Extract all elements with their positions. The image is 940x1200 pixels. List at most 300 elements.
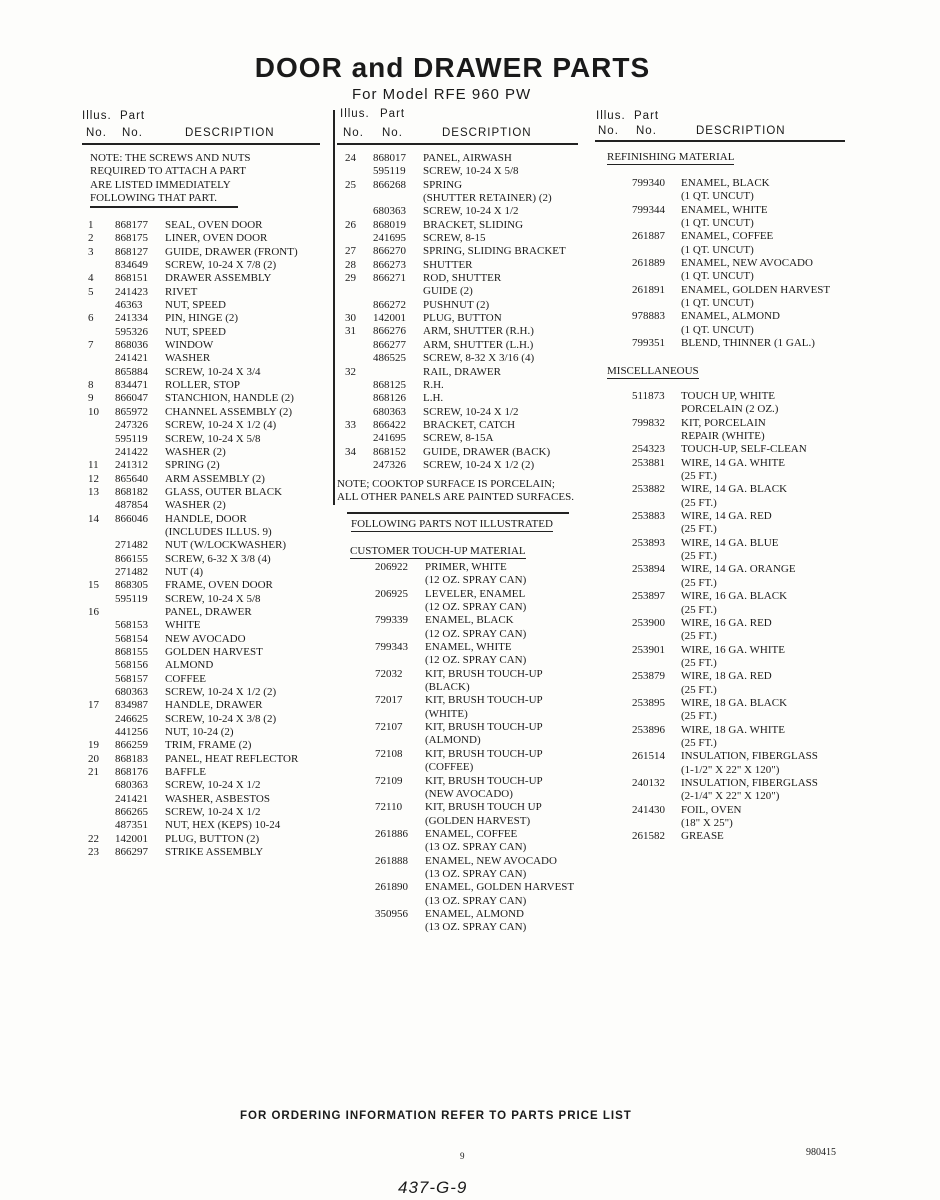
part-row	[88, 513, 323, 526]
header-part: Part	[120, 110, 146, 122]
cooktop-note	[337, 478, 574, 505]
part-description: PIN, HINGE (2)	[165, 312, 239, 325]
part-description: SCREW, 8-32 X 3/16 (4)	[423, 352, 535, 365]
part-description: WIRE, 14 GA. RED	[681, 510, 772, 523]
part-description: WASHER (2)	[165, 445, 226, 458]
page-number: 9	[460, 1151, 465, 1161]
model-subtitle: For Model RFE 960 PW	[352, 86, 532, 103]
part-description: (25 FT.)	[681, 683, 717, 696]
illus-number: 11	[88, 459, 99, 472]
part-row	[88, 726, 323, 739]
part-row	[88, 526, 323, 539]
part-number: 866265	[115, 806, 148, 819]
part-row	[600, 684, 845, 697]
part-row	[88, 259, 323, 272]
header-no: No.	[636, 125, 657, 137]
part-description: WIRE, 16 GA. BLACK	[681, 590, 788, 603]
part-row	[600, 830, 845, 843]
part-number: 241430	[632, 803, 665, 816]
ordering-footer: FOR ORDERING INFORMATION REFER TO PARTS PRICE LIST	[240, 1110, 632, 1122]
part-description: PRIMER, WHITE	[425, 561, 507, 573]
part-number: 261886	[375, 827, 408, 840]
not-illustrated-heading: FOLLOWING PARTS NOT ILLUSTRATED	[351, 518, 553, 530]
illus-number: 21	[88, 766, 99, 779]
part-row	[345, 721, 585, 734]
illus-number: 31	[345, 325, 356, 338]
part-row	[345, 459, 580, 472]
part-row	[600, 204, 845, 217]
part-row	[600, 710, 845, 723]
illus-number: 5	[88, 285, 94, 298]
part-number: 799340	[632, 177, 665, 189]
part-description: ENAMEL, WHITE	[425, 641, 512, 654]
part-row	[88, 219, 323, 232]
part-number: 568156	[115, 659, 148, 672]
header-no: No.	[343, 127, 364, 139]
touchup-heading: CUSTOMER TOUCH-UP MATERIAL	[350, 545, 526, 557]
part-number: 868177	[115, 219, 148, 231]
part-number: 866273	[373, 258, 406, 271]
header-rule	[595, 140, 845, 142]
part-number: 866259	[115, 739, 148, 752]
part-number: 350956	[375, 907, 408, 920]
part-description: WIRE, 14 GA. BLACK	[681, 483, 788, 496]
part-description: SCREW, 10-24 X 3/8 (2)	[165, 712, 277, 725]
part-description: (18" X 25")	[681, 817, 733, 829]
part-number: 261514	[632, 750, 665, 763]
part-description: FRAME, OVEN DOOR	[165, 579, 273, 592]
note-rule	[90, 206, 238, 208]
part-row	[345, 339, 580, 352]
part-number: 72109	[375, 774, 403, 787]
part-row	[345, 601, 585, 614]
part-number: 241422	[115, 445, 148, 458]
part-number: 568153	[115, 619, 148, 632]
part-description: SPRING (2)	[165, 459, 220, 472]
part-row	[600, 190, 845, 203]
part-description: ENAMEL, NEW AVOCADO	[425, 854, 557, 867]
part-row	[88, 352, 323, 365]
part-description: SCREW, 10-24 X 1/2 (4)	[165, 419, 277, 432]
part-number: 253893	[632, 536, 665, 549]
part-description: (25 FT.)	[681, 656, 717, 669]
part-row	[88, 326, 323, 339]
header-no: No.	[382, 127, 403, 139]
part-number: 799344	[632, 203, 665, 216]
illus-number: 22	[88, 832, 99, 845]
part-description: SHUTTER	[423, 258, 473, 271]
part-number: 206922	[375, 561, 408, 573]
part-description: (1-1/2" X 22" X 120")	[681, 763, 780, 776]
part-row	[88, 433, 323, 446]
part-description: TOUCH-UP, SELF-CLEAN	[681, 443, 807, 456]
illus-number: 6	[88, 312, 94, 325]
part-row	[88, 566, 323, 579]
part-description: GREASE	[681, 830, 724, 843]
part-row	[88, 633, 323, 646]
part-number: 247326	[373, 458, 406, 471]
part-row	[88, 499, 323, 512]
part-row	[600, 403, 845, 416]
part-row	[345, 561, 585, 574]
part-description: INSULATION, FIBERGLASS	[681, 776, 818, 789]
illus-number: 26	[345, 218, 356, 231]
part-description: ENAMEL, ALMOND	[425, 907, 524, 920]
part-description: GUIDE, DRAWER (BACK)	[423, 445, 551, 458]
illus-number: 7	[88, 339, 94, 352]
part-number: 868127	[115, 245, 148, 258]
part-description: BRACKET, CATCH	[423, 418, 516, 431]
part-number: 253894	[632, 563, 665, 576]
part-description: (1 QT. UNCUT)	[681, 217, 754, 230]
part-row	[88, 686, 323, 699]
part-description: WIRE, 14 GA. WHITE	[681, 456, 785, 469]
part-row	[600, 337, 845, 350]
refinishing-heading: REFINISHING MATERIAL	[607, 151, 735, 163]
part-row	[88, 699, 323, 712]
part-number: 799343	[375, 641, 408, 654]
part-number: 799832	[632, 416, 665, 429]
part-row	[88, 366, 323, 379]
part-row	[88, 713, 323, 726]
part-description: (1 QT. UNCUT)	[681, 297, 754, 310]
part-row	[345, 761, 585, 774]
part-description: SCREW, 6-32 X 3/8 (4)	[165, 552, 271, 565]
part-number: 680363	[115, 686, 148, 699]
part-number: 866276	[373, 325, 406, 338]
part-description: NUT, HEX (KEPS) 10-24	[165, 819, 281, 832]
part-number: 240132	[632, 776, 665, 789]
part-description: GUIDE (2)	[423, 285, 473, 298]
part-number: 72017	[375, 694, 403, 707]
part-row	[345, 366, 580, 379]
part-row	[600, 657, 845, 670]
illus-number: 3	[88, 245, 94, 258]
part-description: RAIL, DRAWER	[423, 365, 501, 378]
part-number: 72108	[375, 747, 403, 760]
part-row	[345, 299, 580, 312]
part-number: 866271	[373, 272, 406, 285]
illus-number: 30	[345, 312, 356, 325]
part-number: 253897	[632, 590, 665, 603]
part-description: SCREW, 10-24 X 1/2	[423, 405, 519, 418]
part-row	[345, 708, 585, 721]
part-description: (25 FT.)	[681, 603, 717, 616]
part-number: 868126	[373, 392, 406, 405]
illus-number: 32	[345, 365, 356, 378]
header-part: Part	[380, 108, 406, 120]
part-row	[600, 510, 845, 523]
part-description: (COFFEE)	[425, 761, 474, 774]
illus-number: 33	[345, 418, 356, 431]
part-row	[600, 550, 845, 563]
part-row	[345, 614, 585, 627]
part-description: (WHITE)	[425, 707, 468, 720]
part-number: 568157	[115, 672, 148, 685]
part-row	[88, 579, 323, 592]
part-description: SCREW, 10-24 X 1/2 (2)	[165, 686, 277, 699]
part-description: (13 OZ. SPRAY CAN)	[425, 867, 527, 880]
part-row	[600, 297, 845, 310]
part-number: 487854	[115, 499, 148, 512]
part-description: ENAMEL, BLACK	[425, 614, 514, 627]
part-number: 595119	[373, 165, 406, 178]
part-number: 241421	[115, 352, 148, 365]
part-description: ENAMEL, ALMOND	[681, 310, 780, 323]
part-description: (13 OZ. SPRAY CAN)	[425, 841, 527, 854]
part-number: 486525	[373, 352, 406, 365]
part-description: INSULATION, FIBERGLASS	[681, 750, 818, 763]
part-number: 253896	[632, 723, 665, 736]
part-row	[345, 668, 585, 681]
part-description: (25 FT.)	[681, 470, 717, 483]
part-description: SCREW, 10-24 X 1/2 (2)	[423, 458, 535, 471]
part-description: (1 QT. UNCUT)	[681, 323, 754, 336]
part-row	[345, 285, 580, 298]
part-description: (25 FT.)	[681, 550, 717, 563]
illus-number: 29	[345, 272, 356, 285]
part-row	[88, 459, 323, 472]
part-description: (1 QT. UNCUT)	[681, 243, 754, 256]
part-row	[345, 828, 585, 841]
header-part: Part	[634, 110, 660, 122]
illus-number: 34	[345, 445, 356, 458]
part-number: 799351	[632, 337, 665, 350]
document-code: 980415	[806, 1147, 836, 1158]
part-row	[345, 325, 580, 338]
refinishing-list	[600, 177, 845, 350]
part-description: FOIL, OVEN	[681, 803, 742, 816]
part-number: 868036	[115, 339, 148, 352]
part-description: CHANNEL ASSEMBLY (2)	[165, 405, 293, 418]
illus-number: 25	[345, 178, 356, 191]
part-number: 247326	[115, 419, 148, 432]
part-row	[345, 921, 585, 934]
part-number: 834649	[115, 259, 148, 272]
touchup-list	[345, 561, 585, 935]
part-description: WASHER (2)	[165, 499, 226, 512]
part-description: SCREW, 10-24 X 1/2	[165, 806, 261, 819]
part-number: 868152	[373, 445, 406, 458]
screws-note	[90, 152, 251, 205]
part-description: BLEND, THINNER (1 GAL.)	[681, 337, 815, 350]
part-number: 142001	[115, 832, 148, 845]
illus-number: 16	[88, 605, 99, 618]
part-row	[345, 628, 585, 641]
part-description: HANDLE, DOOR	[165, 512, 247, 525]
part-row	[345, 272, 580, 285]
part-number: 866046	[115, 512, 148, 525]
illus-number: 24	[345, 152, 356, 164]
illus-number: 27	[345, 245, 356, 258]
note-line: ARE LISTED IMMEDIATELY	[90, 178, 231, 191]
part-description: (INCLUDES ILLUS. 9)	[165, 525, 272, 538]
part-description: SCREW, 10-24 X 5/8	[423, 165, 519, 178]
part-row	[88, 446, 323, 459]
part-row	[88, 339, 323, 352]
part-row	[345, 841, 585, 854]
part-row	[600, 457, 845, 470]
part-row	[345, 432, 580, 445]
part-description: SPRING	[423, 178, 463, 191]
part-description: WINDOW	[165, 339, 214, 352]
part-number: 261890	[375, 881, 408, 894]
part-description: KIT, BRUSH TOUCH UP	[425, 801, 542, 814]
part-number: 868151	[115, 272, 148, 285]
handwritten-note: 437-G-9	[398, 1178, 468, 1197]
header-rule	[337, 143, 578, 145]
part-description: TOUCH UP, WHITE	[681, 390, 776, 402]
part-number: 868019	[373, 218, 406, 231]
part-number: 261889	[632, 257, 665, 270]
part-row	[88, 299, 323, 312]
part-row	[88, 406, 323, 419]
part-row	[345, 392, 580, 405]
part-number: 72032	[375, 667, 403, 680]
part-row	[600, 523, 845, 536]
part-row	[345, 179, 580, 192]
part-description: PANEL, DRAWER	[165, 605, 252, 618]
note-line: ALL OTHER PANELS ARE PAINTED SURFACES.	[337, 491, 574, 504]
illus-number: 12	[88, 472, 99, 485]
part-row	[600, 644, 845, 657]
part-row	[600, 764, 845, 777]
part-number: 595326	[115, 325, 148, 338]
part-row	[88, 793, 323, 806]
part-row	[600, 177, 845, 190]
part-description: NUT (4)	[165, 565, 203, 578]
part-row	[88, 659, 323, 672]
part-number: 261888	[375, 854, 408, 867]
part-description: (12 OZ. SPRAY CAN)	[425, 574, 527, 587]
part-row	[600, 537, 845, 550]
part-number: 680363	[115, 779, 148, 792]
part-row	[345, 245, 580, 258]
part-description: LEVELER, ENAMEL	[425, 587, 526, 600]
part-description: STANCHION, HANDLE (2)	[165, 392, 294, 405]
part-row	[600, 590, 845, 603]
part-number: 253900	[632, 616, 665, 629]
part-description: ARM, SHUTTER (L.H.)	[423, 338, 534, 351]
part-number: 866272	[373, 298, 406, 311]
part-description: WIRE, 18 GA. BLACK	[681, 696, 788, 709]
part-description: WIRE, 18 GA. WHITE	[681, 723, 785, 736]
part-description: (SHUTTER RETAINER) (2)	[423, 192, 552, 205]
part-row	[600, 257, 845, 270]
part-number: 72107	[375, 721, 403, 734]
part-description: ENAMEL, GOLDEN HARVEST	[681, 283, 831, 296]
part-description: WASHER	[165, 352, 211, 365]
part-description: TRIM, FRAME (2)	[165, 739, 252, 752]
part-number: 868176	[115, 766, 148, 779]
part-row	[88, 819, 323, 832]
part-description: ROLLER, STOP	[165, 379, 240, 392]
part-description: (2-1/4" X 22" X 120")	[681, 790, 780, 803]
part-description: ALMOND	[165, 659, 214, 672]
header-illus: Illus.	[596, 110, 626, 122]
part-description: ROD, SHUTTER	[423, 272, 502, 285]
part-row	[345, 734, 585, 747]
part-row	[600, 443, 845, 456]
part-row	[345, 868, 585, 881]
part-number: 441256	[115, 726, 148, 739]
part-description: SCREW, 10-24 X 1/2	[423, 205, 519, 218]
part-row	[600, 804, 845, 817]
part-description: WHITE	[165, 619, 201, 632]
part-row	[600, 430, 845, 443]
part-number: 866297	[115, 846, 148, 859]
part-row	[600, 724, 845, 737]
part-row	[88, 392, 323, 405]
misc-heading: MISCELLANEOUS	[607, 365, 699, 377]
part-row	[600, 617, 845, 630]
part-row	[600, 284, 845, 297]
part-row	[88, 846, 323, 859]
part-row	[88, 593, 323, 606]
part-row	[345, 775, 585, 788]
part-row	[600, 817, 845, 830]
part-row	[88, 419, 323, 432]
part-description: (13 OZ. SPRAY CAN)	[425, 894, 527, 907]
part-description: NUT, SPEED	[165, 325, 226, 338]
part-number: 261582	[632, 830, 665, 843]
part-row	[600, 270, 845, 283]
part-row	[345, 908, 585, 921]
part-number: 866047	[115, 392, 148, 405]
part-description: NUT, 10-24 (2)	[165, 726, 234, 739]
part-row	[600, 737, 845, 750]
part-number: 241695	[373, 432, 406, 445]
part-description: (ALMOND)	[425, 734, 481, 747]
part-number: 595119	[115, 592, 148, 605]
part-number: 866422	[373, 418, 406, 431]
part-number: 261887	[632, 230, 665, 243]
part-description: ENAMEL, COFFEE	[681, 230, 774, 243]
part-row	[88, 779, 323, 792]
note-line: FOLLOWING THAT PART.	[90, 191, 217, 204]
part-description: KIT, BRUSH TOUCH-UP	[425, 694, 543, 707]
part-row	[345, 312, 580, 325]
part-description: (12 OZ. SPRAY CAN)	[425, 654, 527, 667]
part-description: COFFEE	[165, 672, 206, 685]
part-description: GLASS, OUTER BLACK	[165, 485, 283, 498]
part-row	[88, 753, 323, 766]
part-row	[600, 790, 845, 803]
header-no: No.	[122, 127, 143, 139]
part-row	[345, 574, 585, 587]
part-number: 271482	[115, 565, 148, 578]
part-description: RIVET	[165, 285, 198, 298]
part-row	[600, 670, 845, 683]
header-description: DESCRIPTION	[185, 127, 275, 139]
part-row	[345, 895, 585, 908]
header-no: No.	[86, 127, 107, 139]
part-row	[600, 417, 845, 430]
part-row	[345, 152, 580, 165]
illus-number: 14	[88, 512, 99, 525]
part-row	[345, 192, 580, 205]
part-description: SCREW, 10-24 X 5/8	[165, 592, 261, 605]
part-description: SEAL, OVEN DOOR	[165, 219, 263, 231]
part-description: WIRE, 16 GA. RED	[681, 616, 772, 629]
part-number: 868017	[373, 152, 406, 164]
parts-list-1	[88, 219, 323, 860]
part-description: PUSHNUT (2)	[423, 298, 490, 311]
part-description: SCREW, 10-24 X 1/2	[165, 779, 261, 792]
part-row	[345, 855, 585, 868]
note-line: REQUIRED TO ATTACH A PART	[90, 165, 246, 178]
part-row	[600, 750, 845, 763]
